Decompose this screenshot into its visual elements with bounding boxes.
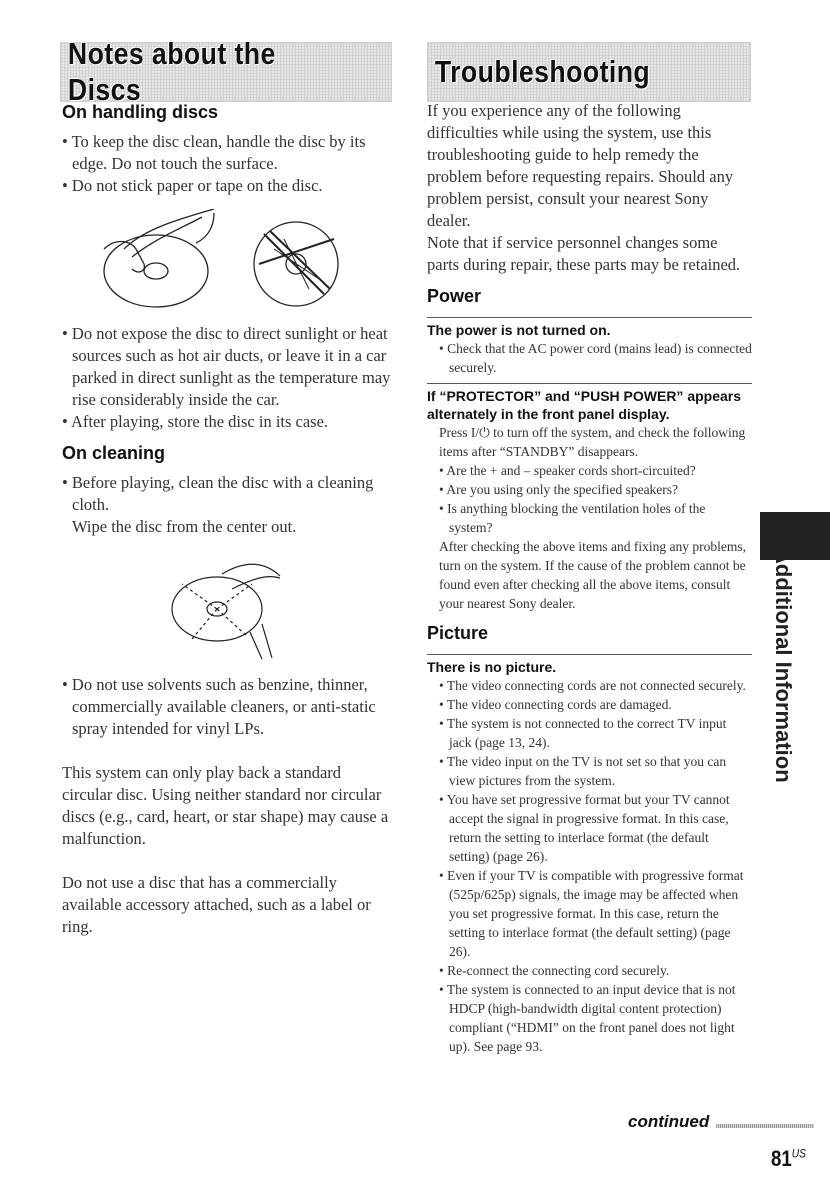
disc-handling-illustration (84, 209, 384, 309)
list-item: • Is anything blocking the ventilation holes of the system? (439, 501, 706, 535)
list-item: • The system is not connected to the correct TV input jack (page 13, 24). (439, 716, 727, 750)
question-heading: The power is not turned on. (427, 317, 752, 339)
instruction: After checking the above items and fixing any problems, turn on the system. If the cause of the problem cannot be found even after checking all the above items, consult your nearest Sony dealer. (439, 539, 747, 611)
list-item: • After playing, store the disc in its case. (62, 412, 329, 431)
section-title-handling: On handling discs (62, 102, 219, 122)
paragraph: This system can only play back a standard circular disc. Using neither standard nor circular discs (e.g., card, heart, or star shape) may cause a malfunction. (62, 763, 389, 848)
list-item: • The video input on the TV is not set so that you can view pictures from the system. (439, 754, 727, 788)
continued-label: continued (628, 1112, 710, 1131)
list-item: • Do not expose the disc to direct sunlight or heat sources such as hot air ducts, or leave it in a car parked in direct sunlight as the temperature may rise considerably inside the car. (62, 324, 391, 409)
page-number-value: 81 (771, 1146, 792, 1171)
list-item: • Are you using only the specified speakers? (439, 482, 679, 497)
list-item: • The video connecting cords are damaged. (439, 697, 672, 712)
side-section-label (768, 548, 808, 783)
banner-troubleshooting (427, 42, 751, 102)
list-item: • The video connecting cords are not connected securely. (439, 678, 746, 693)
list-item: • You have set progressive format but your TV cannot accept the signal in progressive format. In this case, return the setting to interlace format (the default setting) (page 26). (439, 792, 730, 864)
banner-title: Troubleshooting (434, 54, 651, 89)
question-heading: If “PROTECTOR” and “PUSH POWER” appears alternately in the front panel display. (427, 383, 752, 423)
section-title-picture: Picture (427, 623, 489, 643)
list-item: • Check that the AC power cord (mains lead) is connected securely. (439, 341, 752, 375)
disc-outline (104, 235, 208, 307)
list-item: • The system is connected to an input device that is not HDCP (high-bandwidth digital content protection) compliant (“HDMI” on the front panel does not light up). See page 93. (439, 982, 736, 1054)
paragraph: Do not use a disc that has a commercially available accessory attached, such as a label or ring. (62, 873, 371, 936)
list-item: • To keep the disc clean, handle the disc by its edge. Do not touch the surface. (62, 132, 366, 173)
banner-title: Notes about the Discs (67, 36, 276, 107)
page-number (771, 1146, 806, 1172)
list-item: • Do not stick paper or tape on the disc. (62, 176, 323, 195)
cleaning-instruction: Wipe the disc from the center out. (72, 517, 297, 536)
list-item: • Even if your TV is compatible with progressive format (525p/625p) signals, the image may be affected when you set progressive format. In this case, return the setting to interlace format (the default setting) (page 26). (439, 868, 744, 959)
banner-notes-about-discs (60, 36, 392, 107)
list-item: • Re-connect the connecting cord securely. (439, 963, 670, 978)
side-section-text: Additional Information (771, 548, 796, 783)
right-column (427, 100, 752, 1056)
list-item: • Are the + and – speaker cords short-circuited? (439, 463, 696, 478)
disc-cleaning-illustration (162, 554, 362, 664)
troubleshooting-note: Note that if service personnel changes some parts during repair, these parts may be retained. (427, 233, 741, 274)
section-title-cleaning: On cleaning (62, 443, 166, 463)
continued-rule (716, 1124, 814, 1128)
question-heading: There is no picture. (427, 654, 752, 676)
list-item: • Before playing, clean the disc with a cleaning cloth. (62, 473, 374, 514)
list-item: • Do not use solvents such as benzine, thinner, commercially available cleaners, or anti-static spray intended for vinyl LPs. (62, 675, 376, 738)
troubleshooting-intro: If you experience any of the following difficulties while using the system, use this troubleshooting guide to help remedy the problem before requesting repairs. Should any problem persist, consult your nearest Sony dealer. (427, 101, 734, 230)
left-column (62, 100, 392, 938)
instruction: Press I/⏻ to turn off the system, and check the following items after “STANDBY” disappears. (439, 425, 746, 459)
page-region-suffix: US (791, 1146, 806, 1161)
section-title-power: Power (427, 286, 482, 306)
